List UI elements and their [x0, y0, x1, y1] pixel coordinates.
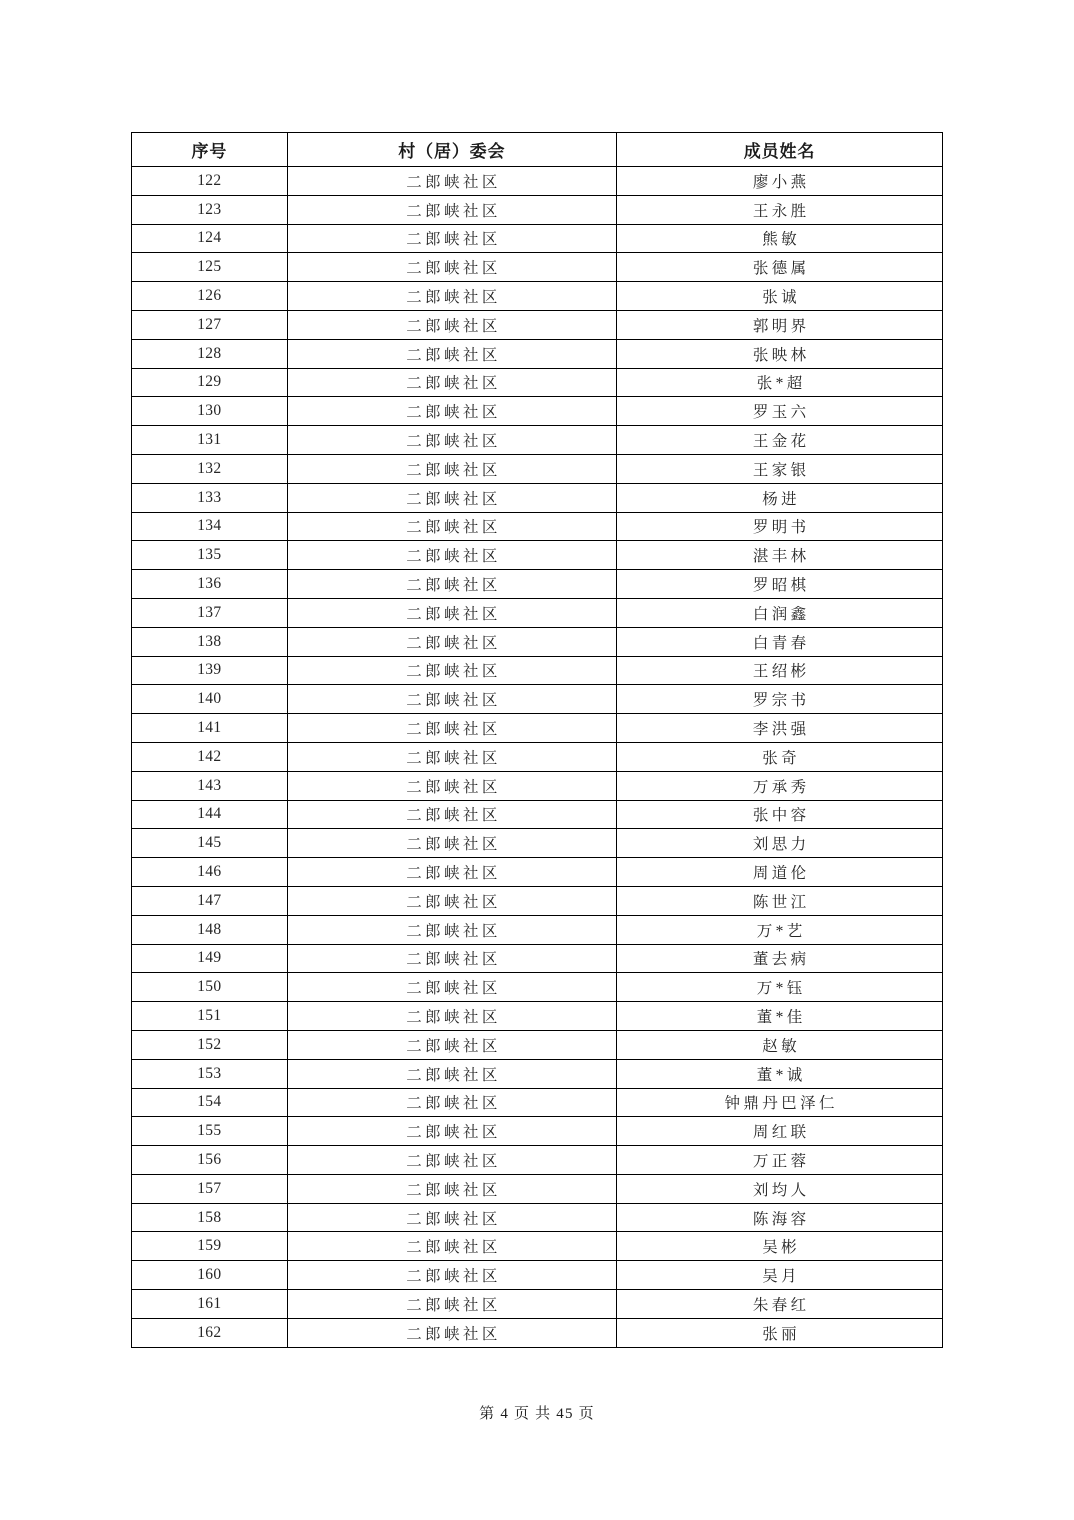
member-name-cell: 张诚 — [616, 282, 942, 311]
table-row — [132, 1174, 943, 1203]
table-row — [132, 944, 943, 973]
page-number-footer: 第 4 页 共 45 页 — [479, 1406, 595, 1422]
committee-cell: 二郎峡社区 — [287, 483, 616, 512]
member-name-cell: 万正蓉 — [616, 1146, 942, 1175]
committee-cell: 二郎峡社区 — [287, 800, 616, 829]
member-name-cell: 张*超 — [616, 368, 942, 397]
member-name-cell: 杨进 — [616, 483, 942, 512]
member-name-cell: 王金花 — [616, 426, 942, 455]
member-name-cell: 董去病 — [616, 944, 942, 973]
member-name-cell: 张中容 — [616, 800, 942, 829]
table-row — [132, 742, 943, 771]
member-name-cell: 罗明书 — [616, 512, 942, 541]
member-name-cell: 张奇 — [616, 742, 942, 771]
table-row — [132, 282, 943, 311]
committee-cell: 二郎峡社区 — [287, 167, 616, 196]
serial-number-cell: 136 — [132, 570, 288, 599]
serial-number-cell: 130 — [132, 397, 288, 426]
table-row — [132, 1146, 943, 1175]
table-row — [132, 454, 943, 483]
member-name-cell: 陈世江 — [616, 886, 942, 915]
member-name-cell: 廖小燕 — [616, 167, 942, 196]
table-row — [132, 541, 943, 570]
table-row — [132, 627, 943, 656]
member-name-cell: 董*佳 — [616, 1002, 942, 1031]
table-row — [132, 771, 943, 800]
committee-cell: 二郎峡社区 — [287, 1290, 616, 1319]
serial-number-cell: 124 — [132, 224, 288, 253]
member-name-cell: 刘均人 — [616, 1174, 942, 1203]
member-name-cell: 陈海容 — [616, 1203, 942, 1232]
table-row — [132, 1059, 943, 1088]
committee-cell: 二郎峡社区 — [287, 1030, 616, 1059]
serial-number-cell: 139 — [132, 656, 288, 685]
table-row — [132, 1030, 943, 1059]
serial-number-cell: 141 — [132, 714, 288, 743]
committee-cell: 二郎峡社区 — [287, 397, 616, 426]
member-name-cell: 罗昭棋 — [616, 570, 942, 599]
table-row — [132, 1002, 943, 1031]
table-row — [132, 858, 943, 887]
serial-number-cell: 151 — [132, 1002, 288, 1031]
table-row — [132, 397, 943, 426]
table-header-row — [132, 133, 943, 167]
member-name-cell: 周道伦 — [616, 858, 942, 887]
table-row — [132, 426, 943, 455]
table-row — [132, 1203, 943, 1232]
serial-number-cell: 145 — [132, 829, 288, 858]
serial-number-cell: 162 — [132, 1318, 288, 1347]
table-row — [132, 339, 943, 368]
table-row — [132, 656, 943, 685]
serial-number-cell: 126 — [132, 282, 288, 311]
table-row — [132, 167, 943, 196]
serial-number-cell: 131 — [132, 426, 288, 455]
committee-cell: 二郎峡社区 — [287, 454, 616, 483]
committee-cell: 二郎峡社区 — [287, 282, 616, 311]
committee-cell: 二郎峡社区 — [287, 426, 616, 455]
member-name-cell: 周红联 — [616, 1117, 942, 1146]
serial-number-cell: 152 — [132, 1030, 288, 1059]
committee-cell: 二郎峡社区 — [287, 1174, 616, 1203]
serial-number-cell: 156 — [132, 1146, 288, 1175]
serial-number-cell: 143 — [132, 771, 288, 800]
serial-number-cell: 135 — [132, 541, 288, 570]
committee-cell: 二郎峡社区 — [287, 1002, 616, 1031]
member-name-cell: 张德属 — [616, 253, 942, 282]
roster-table — [131, 132, 943, 1348]
serial-number-cell: 142 — [132, 742, 288, 771]
member-name-cell: 万承秀 — [616, 771, 942, 800]
committee-cell: 二郎峡社区 — [287, 944, 616, 973]
member-name-cell: 张映林 — [616, 339, 942, 368]
table-row — [132, 224, 943, 253]
serial-number-cell: 157 — [132, 1174, 288, 1203]
member-name-cell: 万*艺 — [616, 915, 942, 944]
committee-cell: 二郎峡社区 — [287, 570, 616, 599]
committee-cell: 二郎峡社区 — [287, 1088, 616, 1117]
serial-number-cell: 159 — [132, 1232, 288, 1261]
table-row — [132, 598, 943, 627]
serial-number-cell: 161 — [132, 1290, 288, 1319]
member-name-cell: 罗宗书 — [616, 685, 942, 714]
header-serial-number: 序号 — [132, 133, 288, 167]
serial-number-cell: 125 — [132, 253, 288, 282]
table-row — [132, 253, 943, 282]
member-name-cell: 朱春红 — [616, 1290, 942, 1319]
table-row — [132, 829, 943, 858]
committee-cell: 二郎峡社区 — [287, 1318, 616, 1347]
member-name-cell: 吴月 — [616, 1261, 942, 1290]
serial-number-cell: 147 — [132, 886, 288, 915]
table-row — [132, 483, 943, 512]
table-row — [132, 800, 943, 829]
table-row — [132, 310, 943, 339]
member-name-cell: 刘思力 — [616, 829, 942, 858]
table-row — [132, 512, 943, 541]
table-row — [132, 714, 943, 743]
member-name-cell: 王永胜 — [616, 195, 942, 224]
committee-cell: 二郎峡社区 — [287, 656, 616, 685]
table-row — [132, 1088, 943, 1117]
serial-number-cell: 149 — [132, 944, 288, 973]
serial-number-cell: 122 — [132, 167, 288, 196]
member-name-cell: 钟鼎丹巴泽仁 — [616, 1088, 942, 1117]
member-name-cell: 吴彬 — [616, 1232, 942, 1261]
committee-cell: 二郎峡社区 — [287, 973, 616, 1002]
serial-number-cell: 148 — [132, 915, 288, 944]
committee-cell: 二郎峡社区 — [287, 742, 616, 771]
committee-cell: 二郎峡社区 — [287, 224, 616, 253]
committee-cell: 二郎峡社区 — [287, 1232, 616, 1261]
member-name-cell: 白青春 — [616, 627, 942, 656]
table-row — [132, 886, 943, 915]
table-row — [132, 685, 943, 714]
committee-cell: 二郎峡社区 — [287, 1059, 616, 1088]
table-row — [132, 1318, 943, 1347]
serial-number-cell: 155 — [132, 1117, 288, 1146]
committee-cell: 二郎峡社区 — [287, 339, 616, 368]
member-name-cell: 白润鑫 — [616, 598, 942, 627]
serial-number-cell: 137 — [132, 598, 288, 627]
member-name-cell: 张丽 — [616, 1318, 942, 1347]
serial-number-cell: 146 — [132, 858, 288, 887]
table-row — [132, 570, 943, 599]
serial-number-cell: 134 — [132, 512, 288, 541]
serial-number-cell: 132 — [132, 454, 288, 483]
committee-cell: 二郎峡社区 — [287, 915, 616, 944]
member-name-cell: 万*钰 — [616, 973, 942, 1002]
committee-cell: 二郎峡社区 — [287, 858, 616, 887]
table-body — [132, 167, 943, 1348]
serial-number-cell: 129 — [132, 368, 288, 397]
serial-number-cell: 150 — [132, 973, 288, 1002]
serial-number-cell: 160 — [132, 1261, 288, 1290]
committee-cell: 二郎峡社区 — [287, 627, 616, 656]
member-name-cell: 王绍彬 — [616, 656, 942, 685]
committee-cell: 二郎峡社区 — [287, 1117, 616, 1146]
serial-number-cell: 144 — [132, 800, 288, 829]
member-name-cell: 郭明界 — [616, 310, 942, 339]
committee-cell: 二郎峡社区 — [287, 685, 616, 714]
table-row — [132, 1261, 943, 1290]
serial-number-cell: 153 — [132, 1059, 288, 1088]
committee-cell: 二郎峡社区 — [287, 598, 616, 627]
committee-cell: 二郎峡社区 — [287, 310, 616, 339]
table-row — [132, 368, 943, 397]
member-name-cell: 熊敏 — [616, 224, 942, 253]
committee-cell: 二郎峡社区 — [287, 253, 616, 282]
committee-cell: 二郎峡社区 — [287, 771, 616, 800]
committee-cell: 二郎峡社区 — [287, 1261, 616, 1290]
table-row — [132, 195, 943, 224]
member-name-cell: 董*诚 — [616, 1059, 942, 1088]
member-name-cell: 王家银 — [616, 454, 942, 483]
serial-number-cell: 133 — [132, 483, 288, 512]
member-name-cell: 罗玉六 — [616, 397, 942, 426]
member-name-cell: 湛丰林 — [616, 541, 942, 570]
member-name-cell: 赵敏 — [616, 1030, 942, 1059]
serial-number-cell: 123 — [132, 195, 288, 224]
committee-cell: 二郎峡社区 — [287, 886, 616, 915]
table-row — [132, 973, 943, 1002]
serial-number-cell: 154 — [132, 1088, 288, 1117]
committee-cell: 二郎峡社区 — [287, 1203, 616, 1232]
serial-number-cell: 138 — [132, 627, 288, 656]
serial-number-cell: 158 — [132, 1203, 288, 1232]
serial-number-cell: 127 — [132, 310, 288, 339]
member-name-cell: 李洪强 — [616, 714, 942, 743]
committee-cell: 二郎峡社区 — [287, 195, 616, 224]
roster-table-container — [131, 132, 943, 1348]
committee-cell: 二郎峡社区 — [287, 541, 616, 570]
table-row — [132, 1232, 943, 1261]
table-row — [132, 1117, 943, 1146]
committee-cell: 二郎峡社区 — [287, 512, 616, 541]
table-row — [132, 915, 943, 944]
serial-number-cell: 128 — [132, 339, 288, 368]
committee-cell: 二郎峡社区 — [287, 714, 616, 743]
committee-cell: 二郎峡社区 — [287, 829, 616, 858]
table-row — [132, 1290, 943, 1319]
committee-cell: 二郎峡社区 — [287, 1146, 616, 1175]
header-member-name: 成员姓名 — [616, 133, 942, 167]
committee-cell: 二郎峡社区 — [287, 368, 616, 397]
header-committee: 村（居）委会 — [287, 133, 616, 167]
serial-number-cell: 140 — [132, 685, 288, 714]
